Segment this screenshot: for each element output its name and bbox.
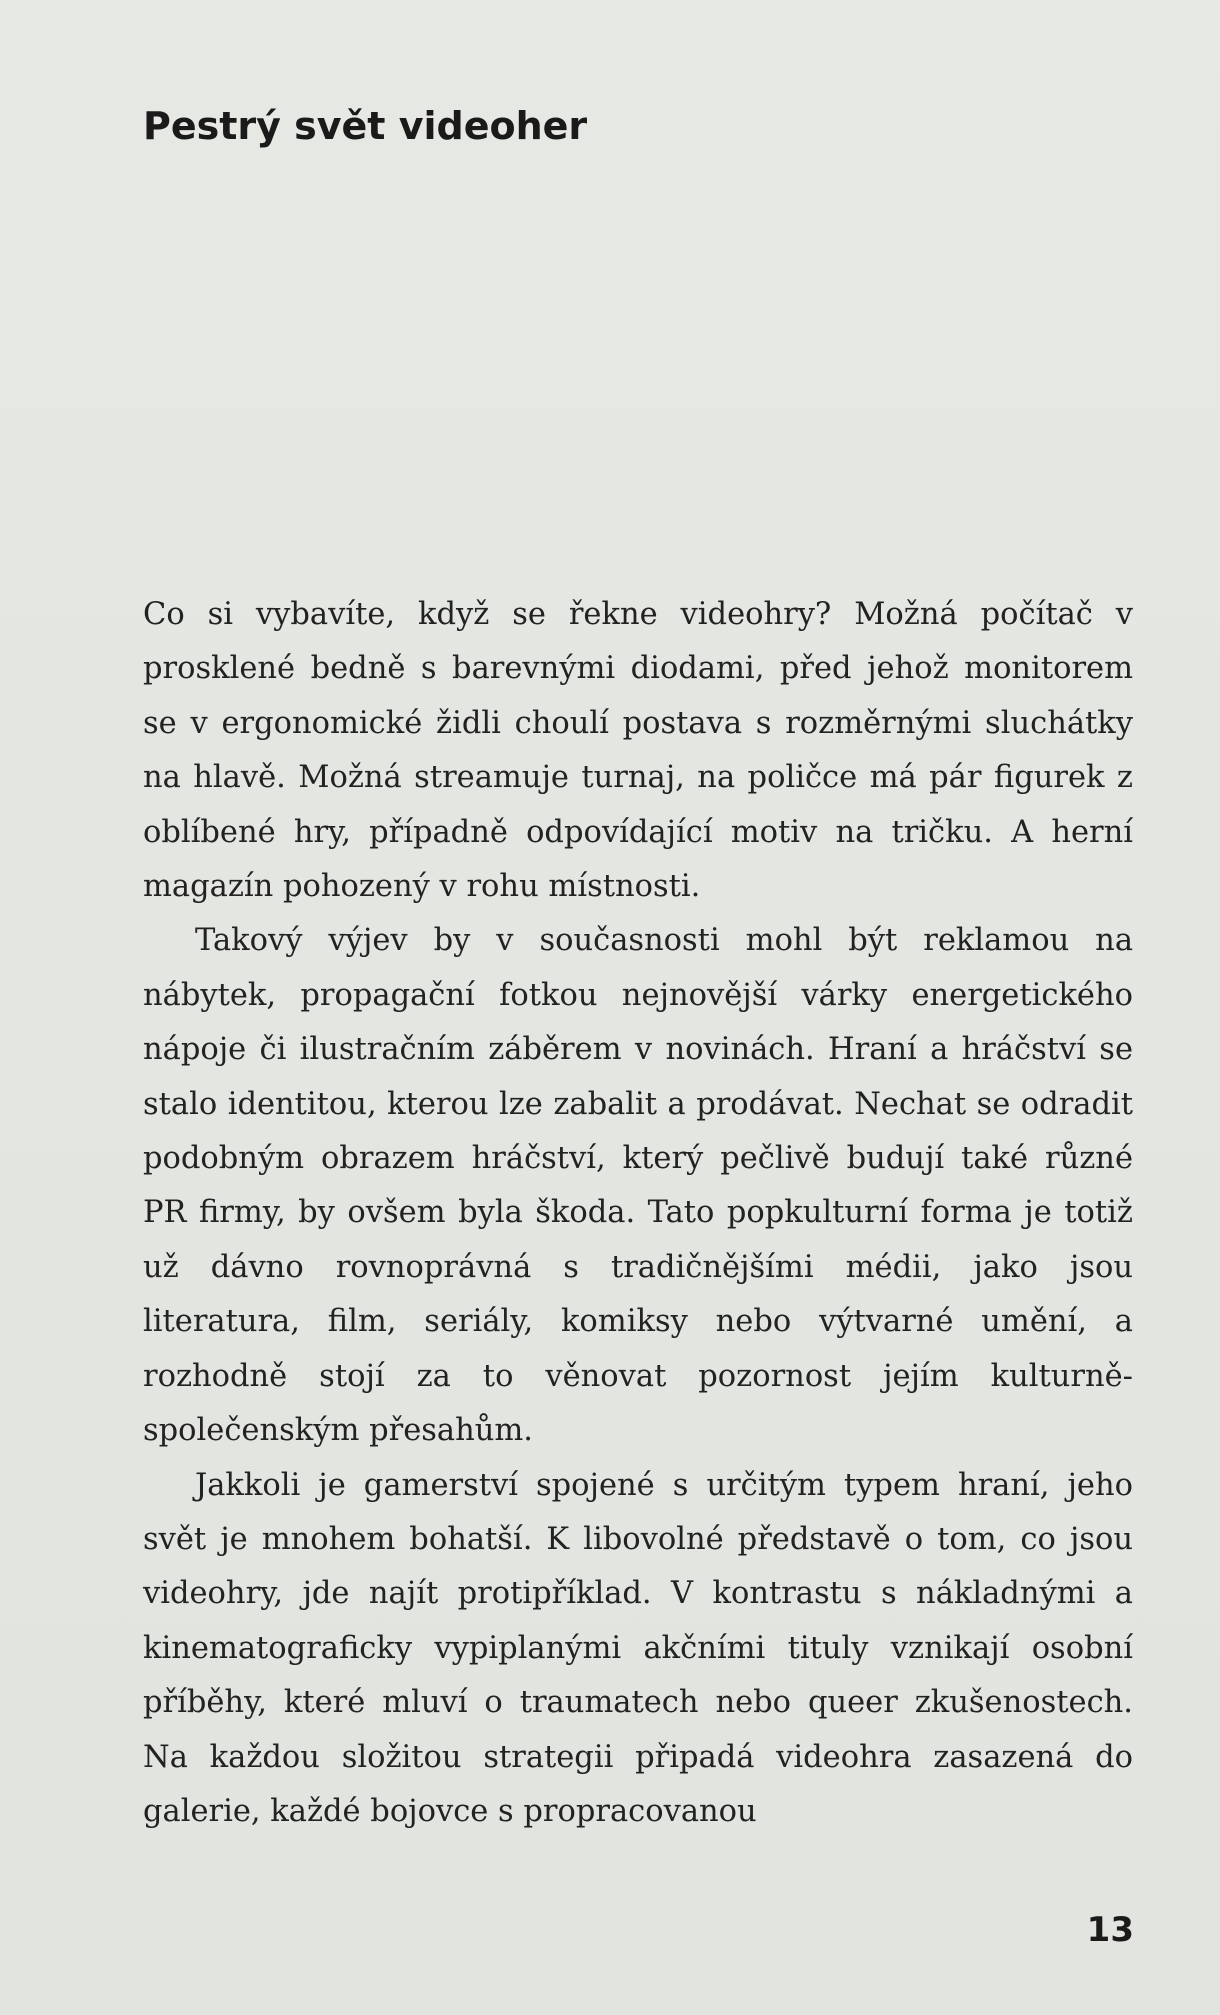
chapter-heading: Pestrý svět videoher xyxy=(143,104,588,148)
paragraph: Co si vybavíte, když se řekne videohry? Možná počítač v prosklené bedně s barevnými diodami, před jehož monitorem se v ergonomické židli choulí postava s rozměrnými sluchátky na hlavě. Možná streamuje turnaj, na poličce má pár figurek z oblíbené hry, případně odpovídající motiv na tričku. A herní magazín pohozený v rohu místnosti. xyxy=(143,597,1133,905)
body-text xyxy=(143,588,1133,1839)
page-number: 13 xyxy=(1086,1910,1134,1950)
paragraph: Takový výjev by v současnosti mohl být reklamou na nábytek, propagační fotkou nejnovější várky energetického nápoje či ilustračním záběrem v novinách. Hraní a hráčství se stalo identitou, kterou lze zabalit a prodávat. Nechat se odradit podobným obrazem hráčství, který pečlivě budují také různé PR firmy, by ovšem byla škoda. Tato popkulturní forma je totiž už dávno rovnoprávná s tradičnějšími médii, jako jsou literatura, film, seriály, komiksy nebo výtvarné umění, a rozhodně stojí za to věnovat pozornost jejím kulturně-společenským přesahům. xyxy=(143,923,1133,1449)
paragraph: Jakkoli je gamerství spojené s určitým typem hraní, jeho svět je mnohem bohatší. K libovolné představě o tom, co jsou videohry, jde najít protipříklad. V kontrastu s nákladnými a kinematograficky vypiplanými akčními tituly vznikají osobní příběhy, které mluví o traumatech nebo queer zkušenostech. Na každou složitou strategii připadá videohra zasazená do galerie, každé bojovce s propracovanou xyxy=(143,1467,1133,1829)
